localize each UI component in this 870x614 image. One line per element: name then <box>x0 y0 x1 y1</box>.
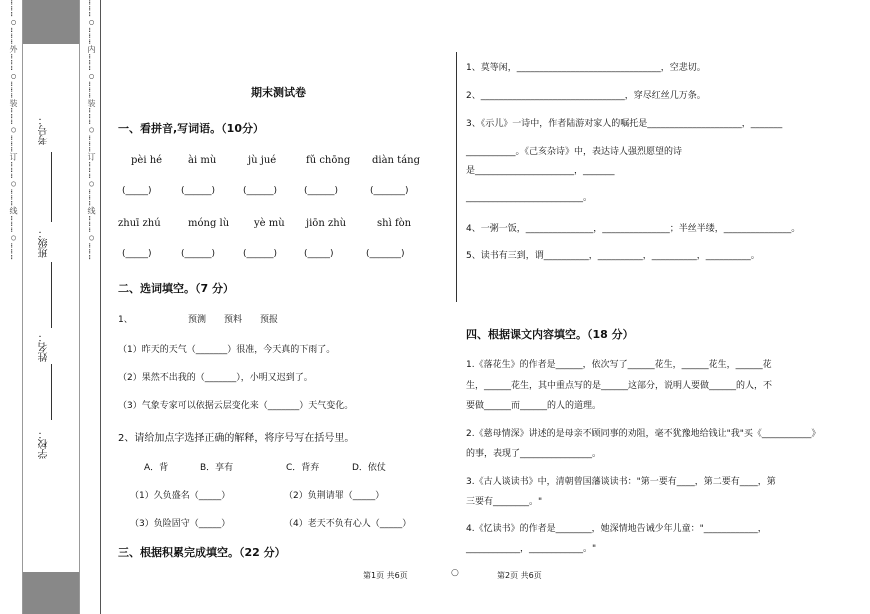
page-title: 期末测试卷 <box>251 86 306 99</box>
option-c: C．背弃 <box>286 463 320 473</box>
s4-q3-line2: 三要有________。" <box>466 497 543 507</box>
s4-q3-line1: 3.《古人谈读书》中，清朝曾国藩谈读书："第一要有____，第二要有____，第 <box>466 477 776 487</box>
school-line <box>51 364 52 420</box>
pinyin-4: fǔ chōng <box>306 155 351 166</box>
center-mark: ○ <box>451 568 459 578</box>
s4-q2-line2: 的事，表现了________________。 <box>466 449 602 459</box>
option-b: B．享有 <box>200 463 234 473</box>
pinyin-5: diàn táng <box>372 155 421 166</box>
fill-item: （4）老天不负有心人（_____） <box>284 519 412 529</box>
pinyin-10: shì fòn <box>377 218 412 229</box>
pinyin-1: pèi hé <box>131 155 163 166</box>
pinyin-9: jiōn zhù <box>306 218 347 229</box>
pinyin-6: zhuī zhú <box>118 218 161 229</box>
word-choice: 预报 <box>260 315 279 325</box>
right-q3a: 3、《示儿》一诗中，作者陆游对家人的嘱托是_____________________，_______ <box>466 119 783 129</box>
right-q4: 4、一粥一饭，_______________，_______________；半丝半缕，_______________。 <box>466 224 801 234</box>
answer-blank[interactable]: (______) <box>243 249 278 259</box>
school-label: 学校： <box>39 429 50 459</box>
pinyin-3: jù jué <box>248 155 277 166</box>
answer-blank[interactable]: (_____) <box>122 186 152 196</box>
answer-blank[interactable]: (_____) <box>304 249 334 259</box>
s4-q1-line1: 1.《落花生》的作者是______，依次写了______花生，______花生，______花 <box>466 360 772 370</box>
answer-blank[interactable]: (_____) <box>122 249 152 259</box>
page-number-right: 第2页 共6页 <box>497 571 542 580</box>
answer-blank[interactable]: (______) <box>181 249 216 259</box>
fill-item: （1）昨天的天气（_______）很准，今天真的下雨了。 <box>118 345 336 355</box>
binding-gray-top <box>23 0 79 44</box>
page-number-left: 第1页 共6页 <box>363 571 408 580</box>
s4-q4-line1: 4.《忆读书》的作者是________，她深情地告诫少年儿童："____________， <box>466 524 767 534</box>
name-label: 姓名： <box>39 332 50 362</box>
pinyin-7: móng lù <box>188 218 230 229</box>
pinyin-2: ài mù <box>188 155 217 166</box>
answer-blank[interactable]: (______) <box>243 186 278 196</box>
section-1-heading: 一、看拼音,写词语。（10分） <box>118 122 264 135</box>
fill-item: （2）负荆请罪（_____） <box>284 491 385 501</box>
word-choice: 预料 <box>224 315 243 325</box>
fill-item: （3）气象专家可以依据云层变化来（_______）天气变化。 <box>118 401 354 411</box>
page-border-line <box>100 0 101 614</box>
fill-item: （2）果然不出我的（_______），小明又迟到了。 <box>118 373 313 383</box>
binding-strip <box>22 0 80 614</box>
s4-q4-line2: ____________，____________。" <box>466 544 597 554</box>
right-q2: 2、________________________________，穿尽红丝几万条。 <box>466 91 706 101</box>
word-choice: 预测 <box>188 315 207 325</box>
name-line <box>51 262 52 328</box>
s4-q1-line3: 要做______而______的人的道理。 <box>466 401 602 411</box>
section-2-heading: 二、选词填空。（7 分） <box>118 282 234 295</box>
fill-item: （1）久负盛名（_____） <box>130 491 231 501</box>
question-number: 1、 <box>118 315 133 325</box>
binding-gray-bottom <box>23 572 79 614</box>
answer-blank[interactable]: (_______) <box>370 186 409 196</box>
right-q5: 5、读书有三到，谓__________，__________，__________，__________。 <box>466 251 760 261</box>
column-divider <box>456 52 457 302</box>
exam-no-label: 考号： <box>39 115 50 145</box>
answer-blank[interactable]: (______) <box>181 186 216 196</box>
class-label: 班级： <box>39 228 50 258</box>
section-4-heading: 四、根据课文内容填空。（18 分） <box>466 328 634 341</box>
answer-blank[interactable]: (______) <box>304 186 339 196</box>
section-3-heading: 三、根据积累完成填空。（22 分） <box>118 546 286 559</box>
inner-dash-line: ………○………内………○………装………○………订………○………线………○……… <box>87 0 96 261</box>
pinyin-8: yè mù <box>254 218 285 229</box>
right-q3c: 是______________________，_______ <box>466 166 615 176</box>
fill-item: （3）负险固守（_____） <box>130 519 231 529</box>
question-2: 2、请给加点字选择正确的解释，将序号写在括号里。 <box>118 433 355 444</box>
option-d: D．依仗 <box>352 463 386 473</box>
s4-q2-line1: 2.《慈母情深》讲述的是母亲不顾同事的劝阻，毫不犹豫地给钱让"我"买《___________》 <box>466 429 821 439</box>
right-q1: 1、莫等闲，________________________________，空悲切。 <box>466 63 706 73</box>
answer-blank[interactable]: (_______) <box>366 249 405 259</box>
right-q3d: __________________________。 <box>466 193 593 203</box>
s4-q1-line2: 生，______花生，其中重点写的是______这部分，说明人要做______的人，不 <box>466 381 773 391</box>
outer-dash-line: ………○………外………○………装………○………订………○………线………○……… <box>9 0 18 261</box>
right-q3b: ___________。《己亥杂诗》中，表达诗人强烈愿望的诗 <box>466 147 683 157</box>
option-a: A．背 <box>144 463 169 473</box>
class-line <box>51 152 52 222</box>
